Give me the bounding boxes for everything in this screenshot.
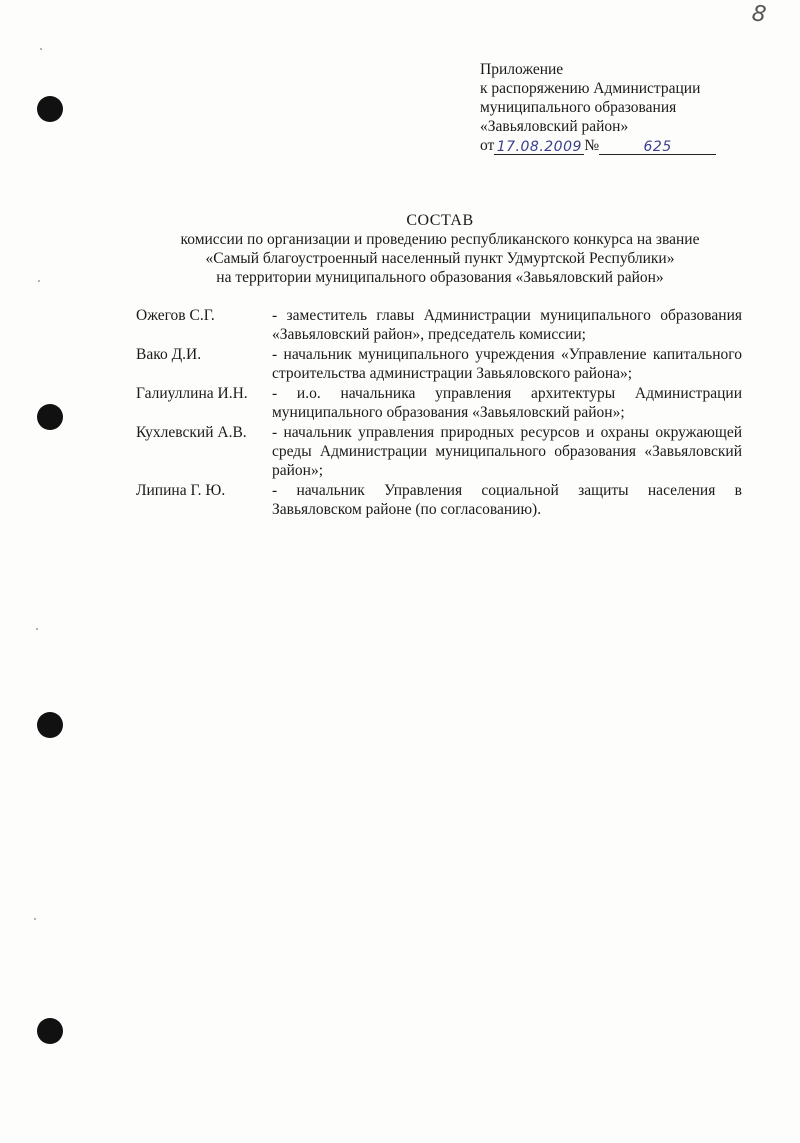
document-title [100, 211, 780, 287]
member-name: Галиуллина И.Н. [136, 385, 248, 402]
member-name: Вако Д.И. [136, 346, 202, 363]
title-line: на территории муниципального образования «Завьяловский район» [216, 269, 664, 286]
member-name: Липина Г. Ю. [136, 482, 226, 499]
punch-hole-icon [37, 96, 63, 122]
number-field [599, 137, 716, 155]
handwritten-number: 625 [643, 139, 672, 155]
title-line: комиссии по организации и проведению республиканского конкурса на звание [180, 231, 700, 248]
commission-members-table [136, 306, 742, 519]
appendix-header [480, 60, 716, 155]
member-role: - начальник муниципального учреждения «Управление капитального строительства администрации Завьяловского района»; [272, 346, 742, 382]
member-name: Кухлевский А.В. [136, 424, 247, 441]
number-prefix: № [584, 137, 600, 154]
title-heading: СОСТАВ [406, 212, 474, 229]
appendix-date-line [480, 136, 716, 155]
appendix-line: «Завьяловский район» [480, 118, 629, 135]
appendix-line: к распоряжению Администрации [480, 80, 701, 97]
punch-hole-icon [37, 404, 63, 430]
punch-hole-icon [37, 712, 63, 738]
member-row [136, 306, 742, 344]
handwritten-date: 17.08.2009 [496, 139, 582, 155]
title-line: «Самый благоустроенный населенный пункт Удмуртской Республики» [205, 250, 675, 267]
handwritten-page-mark: 8 [750, 1, 768, 28]
appendix-line: Приложение [480, 61, 564, 78]
member-row [136, 383, 742, 422]
member-row [136, 344, 742, 383]
date-field [494, 137, 584, 155]
member-role: - начальник Управления социальной защиты населения в Завьяловском районе (по согласованию). [272, 482, 742, 518]
member-name: Ожегов С.Г. [136, 307, 215, 324]
member-row [136, 480, 742, 519]
member-row [136, 422, 742, 480]
member-role: - начальник управления природных ресурсов и охраны окружающей среды Администрации муниципального образования «Завьяловский район»; [272, 424, 742, 479]
appendix-line: муниципального образования [480, 99, 677, 116]
punch-hole-icon [37, 1018, 63, 1044]
member-role: - и.о. начальника управления архитектуры Администрации муниципального образования «Завьяловский район»; [272, 385, 742, 421]
member-role: - заместитель главы Администрации муниципального образования «Завьяловский район», председатель комиссии; [272, 307, 742, 343]
date-prefix: от [480, 137, 495, 154]
